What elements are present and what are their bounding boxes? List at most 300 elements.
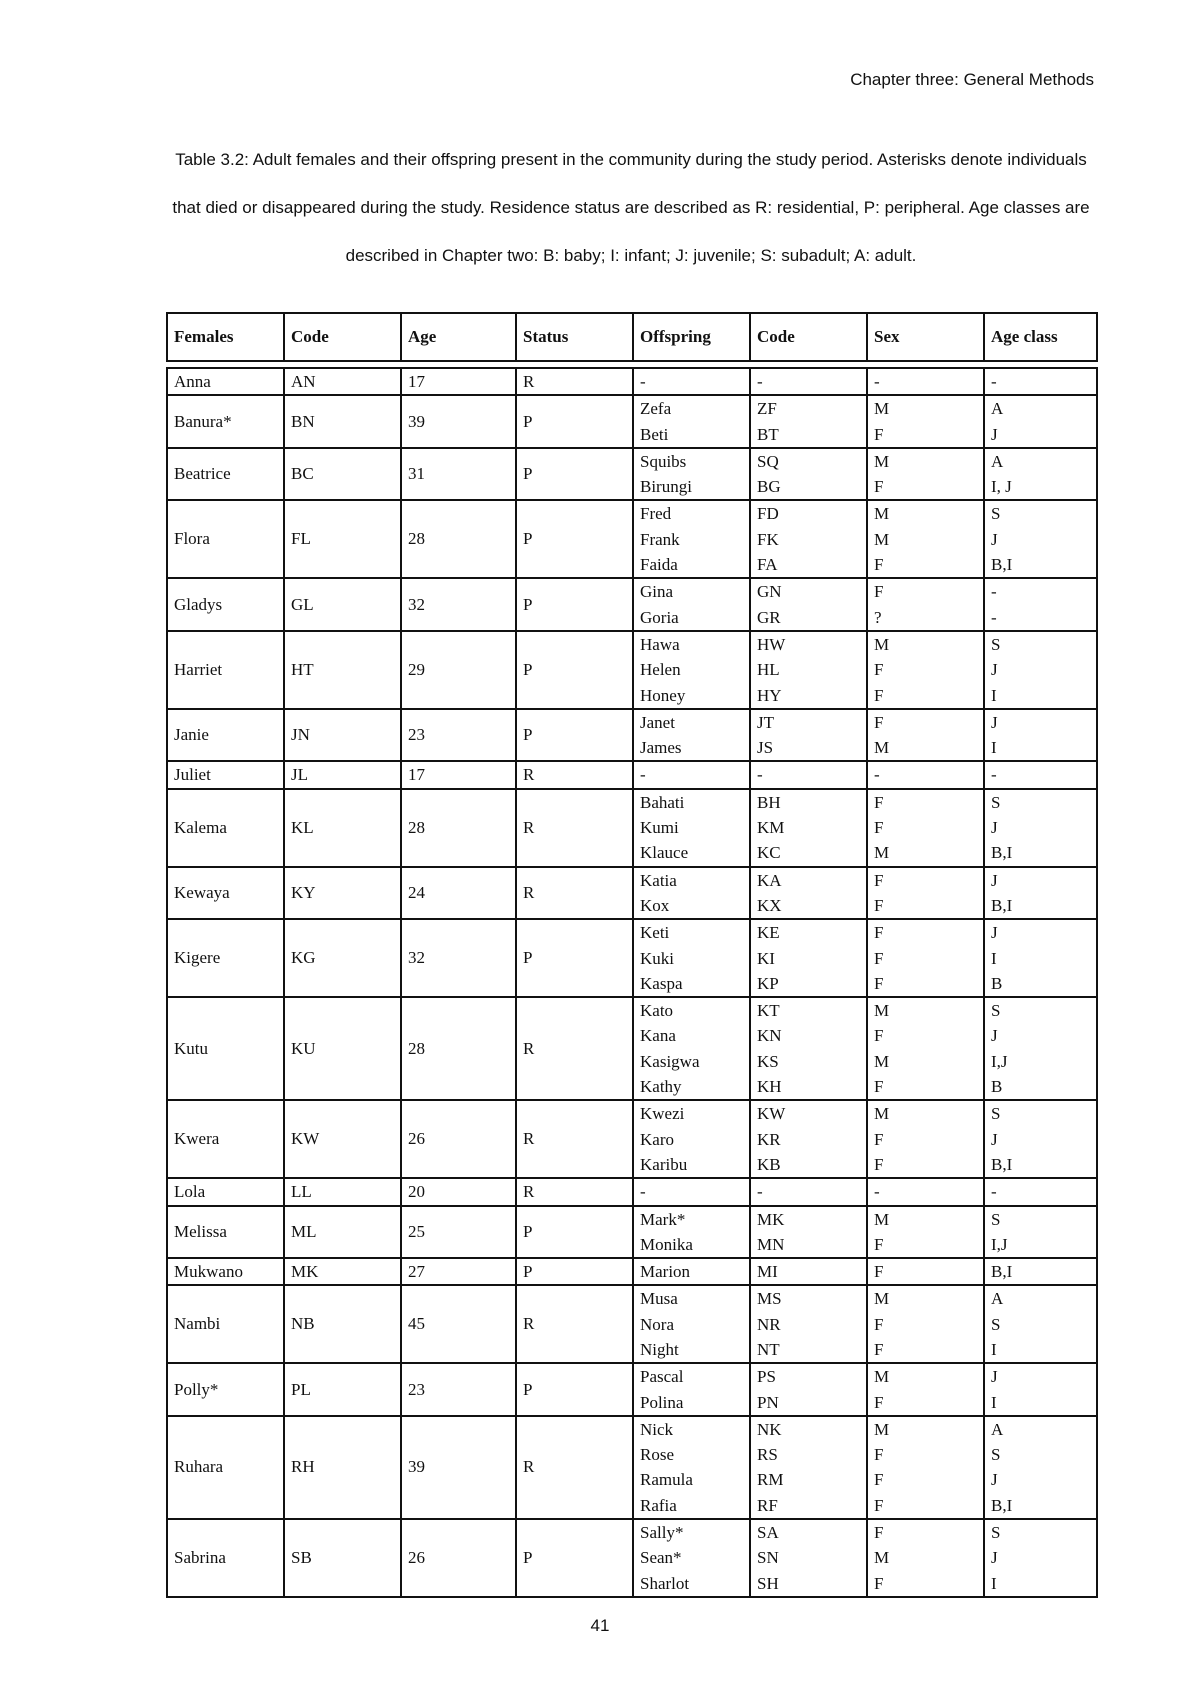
offspring-name-cell	[633, 1178, 750, 1205]
offspring-value: Fred	[640, 504, 672, 524]
female-status-cell: R	[516, 1416, 633, 1519]
offspring-value: KE	[757, 923, 780, 943]
offspring-value: Kana	[640, 1026, 676, 1046]
offspring-value: B,I	[991, 1154, 1013, 1174]
offspring-age-class-cell	[984, 1285, 1097, 1363]
female-code-cell: HT	[284, 631, 401, 709]
female-age-cell: 28	[401, 789, 516, 867]
offspring-value: S	[991, 1445, 1001, 1465]
offspring-sex-cell	[867, 761, 984, 788]
table-row	[167, 578, 1097, 631]
offspring-value: HY	[757, 685, 782, 705]
offspring-name-cell	[633, 709, 750, 762]
offspring-name-cell	[633, 761, 750, 788]
offspring-age-class-cell	[984, 919, 1097, 997]
offspring-value: -	[640, 372, 646, 391]
female-age-cell: 39	[401, 1416, 516, 1519]
offspring-value: Ramula	[640, 1470, 693, 1490]
offspring-name-cell	[633, 395, 750, 448]
offspring-value: -	[640, 1182, 646, 1202]
page-number: 41	[590, 1616, 610, 1635]
female-code-cell: RH	[284, 1416, 401, 1519]
offspring-value: ZF	[757, 399, 777, 419]
offspring-value: KR	[757, 1129, 781, 1149]
offspring-sex-cell	[867, 789, 984, 867]
offspring-code-cell	[750, 1285, 867, 1363]
offspring-value: F	[874, 1339, 884, 1359]
offspring-value: F	[874, 1077, 884, 1097]
female-code-cell: NB	[284, 1285, 401, 1363]
offspring-value: Rafia	[640, 1495, 677, 1515]
female-name-cell: Gladys	[167, 578, 284, 631]
offspring-value: Kwezi	[640, 1104, 685, 1124]
offspring-value: Squibs	[640, 451, 687, 471]
female-name-cell: Beatrice	[167, 448, 284, 501]
offspring-value: B,I	[991, 895, 1013, 915]
offspring-value: J	[991, 818, 998, 838]
offspring-value: S	[991, 1523, 1001, 1543]
offspring-value: M	[874, 843, 890, 863]
offspring-value: F	[874, 1392, 884, 1412]
offspring-sex-cell	[867, 919, 984, 997]
female-code-cell: PL	[284, 1363, 401, 1416]
offspring-value: SA	[757, 1523, 779, 1543]
offspring-value: I	[991, 1392, 997, 1412]
offspring-value: -	[757, 765, 763, 785]
offspring-value: Bahati	[640, 792, 685, 812]
column-header: Offspring	[633, 313, 750, 361]
female-age-cell: 39	[401, 395, 516, 448]
offspring-value: M	[874, 504, 890, 524]
offspring-sex-cell	[867, 1285, 984, 1363]
offspring-value: Kox	[640, 895, 670, 915]
offspring-value: F	[874, 1314, 884, 1334]
table-row	[167, 1258, 1097, 1285]
female-name-cell: Juliet	[167, 761, 284, 788]
female-name-cell: Janie	[167, 709, 284, 762]
female-status-cell: R	[516, 867, 633, 920]
offspring-value: Kato	[640, 1001, 674, 1021]
offspring-value: I	[991, 1573, 997, 1593]
offspring-age-class-cell	[984, 1206, 1097, 1259]
offspring-value: KX	[757, 895, 782, 915]
offspring-value: KA	[757, 870, 782, 890]
offspring-value: F	[874, 660, 884, 680]
offspring-value: M	[874, 738, 890, 758]
offspring-value: I	[991, 685, 997, 705]
female-status-cell: P	[516, 919, 633, 997]
offspring-value: F	[874, 477, 884, 497]
offspring-value: Sally*	[640, 1523, 684, 1543]
female-code-cell: KY	[284, 867, 401, 920]
table-row	[167, 368, 1097, 395]
offspring-value: JS	[757, 738, 774, 758]
offspring-value: Kasigwa	[640, 1051, 700, 1071]
offspring-value: Night	[640, 1339, 679, 1359]
offspring-code-cell	[750, 500, 867, 578]
offspring-sex-cell	[867, 500, 984, 578]
table-header-row	[167, 313, 1097, 361]
offspring-code-cell	[750, 1519, 867, 1597]
header-spacer	[167, 361, 1097, 368]
offspring-value: F	[874, 973, 884, 993]
offspring-value: J	[991, 1548, 998, 1568]
offspring-value: F	[874, 870, 884, 890]
offspring-value: NT	[757, 1339, 780, 1359]
offspring-value: M	[874, 1548, 890, 1568]
offspring-code-cell	[750, 867, 867, 920]
offspring-value: HL	[757, 660, 780, 680]
offspring-value: MS	[757, 1289, 782, 1309]
offspring-value: M	[874, 1367, 890, 1387]
female-age-cell: 23	[401, 1363, 516, 1416]
column-header: Sex	[867, 313, 984, 361]
offspring-value: Kumi	[640, 818, 679, 838]
female-code-cell: SB	[284, 1519, 401, 1597]
female-name-cell: Kwera	[167, 1100, 284, 1178]
offspring-value: Beti	[640, 424, 669, 444]
offspring-value: I	[991, 1339, 997, 1359]
offspring-value: BT	[757, 424, 779, 444]
offspring-code-cell	[750, 631, 867, 709]
offspring-value: M	[874, 529, 890, 549]
offspring-sex-cell	[867, 1178, 984, 1205]
female-status-cell: P	[516, 448, 633, 501]
offspring-sex-cell	[867, 1519, 984, 1597]
female-status-cell: P	[516, 1519, 633, 1597]
female-code-cell: KW	[284, 1100, 401, 1178]
offspring-value: -	[991, 582, 997, 602]
female-status-cell: P	[516, 578, 633, 631]
table-row	[167, 789, 1097, 867]
offspring-value: F	[874, 948, 884, 968]
offspring-value: KT	[757, 1001, 780, 1021]
table-row	[167, 761, 1097, 788]
offspring-value: MN	[757, 1234, 785, 1254]
offspring-value: Nora	[640, 1314, 674, 1334]
female-name-cell: Lola	[167, 1178, 284, 1205]
offspring-code-cell	[750, 578, 867, 631]
running-header: Chapter three: General Methods	[850, 70, 1094, 89]
female-age-cell: 31	[401, 448, 516, 501]
offspring-value: M	[874, 1419, 890, 1439]
female-code-cell: ML	[284, 1206, 401, 1259]
offspring-value: RS	[757, 1445, 778, 1465]
offspring-value: Karo	[640, 1129, 674, 1149]
offspring-age-class-cell	[984, 997, 1097, 1100]
female-name-cell: Flora	[167, 500, 284, 578]
female-code-cell: GL	[284, 578, 401, 631]
offspring-name-cell	[633, 1416, 750, 1519]
offspring-sex-cell	[867, 448, 984, 501]
offspring-name-cell	[633, 578, 750, 631]
female-name-cell: Kalema	[167, 789, 284, 867]
offspring-code-cell	[750, 1258, 867, 1285]
offspring-value: KP	[757, 973, 779, 993]
female-status-cell: R	[516, 368, 633, 395]
offspring-value: F	[874, 582, 884, 602]
female-code-cell: AN	[284, 368, 401, 395]
offspring-value: Sharlot	[640, 1573, 690, 1593]
offspring-value: J	[991, 870, 998, 890]
offspring-age-class-cell	[984, 1100, 1097, 1178]
offspring-value: -	[991, 765, 997, 785]
offspring-value: PS	[757, 1367, 776, 1387]
offspring-age-class-cell	[984, 1178, 1097, 1205]
offspring-value: F	[874, 1495, 884, 1515]
offspring-age-class-cell	[984, 500, 1097, 578]
offspring-value: M	[874, 451, 890, 471]
offspring-sex-cell	[867, 368, 984, 395]
offspring-code-cell	[750, 448, 867, 501]
offspring-value: F	[874, 1129, 884, 1149]
offspring-code-cell	[750, 789, 867, 867]
offspring-value: PN	[757, 1392, 779, 1412]
female-age-cell: 45	[401, 1285, 516, 1363]
female-code-cell: KL	[284, 789, 401, 867]
female-name-cell: Mukwano	[167, 1258, 284, 1285]
offspring-value: S	[991, 792, 1001, 812]
offspring-name-cell	[633, 997, 750, 1100]
offspring-name-cell	[633, 1100, 750, 1178]
female-name-cell: Harriet	[167, 631, 284, 709]
female-status-cell: R	[516, 789, 633, 867]
table-body	[167, 368, 1097, 1597]
offspring-value: F	[874, 792, 884, 812]
female-status-cell: P	[516, 631, 633, 709]
offspring-value: A	[991, 399, 1004, 419]
offspring-name-cell	[633, 1285, 750, 1363]
offspring-name-cell	[633, 867, 750, 920]
offspring-name-cell	[633, 919, 750, 997]
offspring-value: FK	[757, 529, 779, 549]
table-row	[167, 867, 1097, 920]
offspring-value: FA	[757, 555, 778, 575]
female-age-cell: 24	[401, 867, 516, 920]
table-row	[167, 1363, 1097, 1416]
column-header: Age	[401, 313, 516, 361]
offspring-sex-cell	[867, 867, 984, 920]
offspring-code-cell	[750, 368, 867, 395]
offspring-age-class-cell	[984, 395, 1097, 448]
table-row	[167, 448, 1097, 501]
females-offspring-table	[166, 312, 1098, 1598]
female-age-cell: 25	[401, 1206, 516, 1259]
offspring-value: J	[991, 1026, 998, 1046]
offspring-value: S	[991, 1104, 1001, 1124]
female-status-cell: P	[516, 1206, 633, 1259]
female-code-cell: JL	[284, 761, 401, 788]
offspring-value: JT	[757, 712, 774, 732]
offspring-value: A	[991, 1419, 1004, 1439]
offspring-value: Zefa	[640, 399, 672, 419]
female-name-cell: Polly*	[167, 1363, 284, 1416]
offspring-value: J	[991, 1129, 998, 1149]
offspring-value: S	[991, 1314, 1001, 1334]
female-code-cell: BN	[284, 395, 401, 448]
column-header: Females	[167, 313, 284, 361]
female-status-cell: R	[516, 1100, 633, 1178]
offspring-age-class-cell	[984, 631, 1097, 709]
offspring-name-cell	[633, 448, 750, 501]
offspring-value: I	[991, 738, 997, 758]
offspring-value: F	[874, 712, 884, 732]
offspring-value: M	[874, 1051, 890, 1071]
offspring-value: KH	[757, 1077, 782, 1097]
female-name-cell: Nambi	[167, 1285, 284, 1363]
offspring-value: F	[874, 818, 884, 838]
offspring-value: M	[874, 634, 890, 654]
female-age-cell: 29	[401, 631, 516, 709]
offspring-age-class-cell	[984, 368, 1097, 395]
offspring-code-cell	[750, 395, 867, 448]
offspring-value: James	[640, 738, 682, 758]
offspring-value: J	[991, 1470, 998, 1490]
female-name-cell: Kutu	[167, 997, 284, 1100]
female-status-cell: P	[516, 500, 633, 578]
table-row	[167, 1100, 1097, 1178]
offspring-name-cell	[633, 1519, 750, 1597]
offspring-value: F	[874, 1445, 884, 1465]
offspring-age-class-cell	[984, 578, 1097, 631]
offspring-value: Karibu	[640, 1154, 688, 1174]
offspring-value: -	[874, 372, 880, 391]
offspring-name-cell	[633, 1206, 750, 1259]
offspring-age-class-cell	[984, 448, 1097, 501]
offspring-value: MK	[757, 1209, 785, 1229]
offspring-value: KC	[757, 843, 781, 863]
offspring-value: A	[991, 1289, 1004, 1309]
offspring-name-cell	[633, 631, 750, 709]
female-status-cell: P	[516, 709, 633, 762]
offspring-value: GN	[757, 582, 782, 602]
offspring-value: M	[874, 1001, 890, 1021]
female-age-cell: 26	[401, 1519, 516, 1597]
offspring-age-class-cell	[984, 1258, 1097, 1285]
offspring-code-cell	[750, 1206, 867, 1259]
female-status-cell: R	[516, 761, 633, 788]
offspring-value: M	[874, 1104, 890, 1124]
female-code-cell: KG	[284, 919, 401, 997]
offspring-value: Hawa	[640, 634, 680, 654]
female-status-cell: P	[516, 1258, 633, 1285]
table-row	[167, 1519, 1097, 1597]
offspring-value: Faida	[640, 555, 678, 575]
offspring-value: SN	[757, 1548, 779, 1568]
offspring-value: HW	[757, 634, 786, 654]
table-row	[167, 1178, 1097, 1205]
column-header: Age class	[984, 313, 1097, 361]
offspring-value: B	[991, 973, 1003, 993]
offspring-value: -	[757, 372, 763, 391]
offspring-value: F	[874, 895, 884, 915]
offspring-value: Birungi	[640, 477, 692, 497]
female-age-cell: 28	[401, 997, 516, 1100]
offspring-value: Goria	[640, 607, 679, 627]
column-header: Code	[284, 313, 401, 361]
offspring-value: J	[991, 712, 998, 732]
offspring-value: Gina	[640, 582, 674, 602]
offspring-age-class-cell	[984, 789, 1097, 867]
offspring-value: BH	[757, 792, 781, 812]
offspring-value: MI	[757, 1262, 778, 1282]
offspring-value: F	[874, 1470, 884, 1490]
table-row	[167, 997, 1097, 1100]
female-age-cell: 17	[401, 761, 516, 788]
female-age-cell: 17	[401, 368, 516, 395]
offspring-value: Nick	[640, 1419, 674, 1439]
offspring-value: F	[874, 555, 884, 575]
female-status-cell: R	[516, 997, 633, 1100]
offspring-sex-cell	[867, 1363, 984, 1416]
offspring-sex-cell	[867, 395, 984, 448]
female-code-cell: MK	[284, 1258, 401, 1285]
offspring-name-cell	[633, 1258, 750, 1285]
offspring-value: M	[874, 1289, 890, 1309]
female-name-cell: Sabrina	[167, 1519, 284, 1597]
offspring-value: Mark*	[640, 1209, 686, 1229]
table-row	[167, 919, 1097, 997]
offspring-value: Rose	[640, 1445, 674, 1465]
offspring-value: Klauce	[640, 843, 689, 863]
offspring-code-cell	[750, 1363, 867, 1416]
offspring-sex-cell	[867, 1258, 984, 1285]
offspring-value: BG	[757, 477, 781, 497]
offspring-value: Kaspa	[640, 973, 683, 993]
offspring-value: B,I	[991, 843, 1013, 863]
offspring-value: KB	[757, 1154, 781, 1174]
offspring-name-cell	[633, 500, 750, 578]
offspring-value: F	[874, 1573, 884, 1593]
offspring-value: B,I	[991, 555, 1013, 575]
offspring-age-class-cell	[984, 761, 1097, 788]
offspring-code-cell	[750, 997, 867, 1100]
offspring-value: SQ	[757, 451, 779, 471]
offspring-value: J	[991, 1367, 998, 1387]
female-code-cell: LL	[284, 1178, 401, 1205]
offspring-value: F	[874, 1026, 884, 1046]
offspring-value: NK	[757, 1419, 782, 1439]
column-header: Status	[516, 313, 633, 361]
offspring-value: B	[991, 1077, 1003, 1097]
offspring-value: KS	[757, 1051, 779, 1071]
offspring-value: I,J	[991, 1234, 1008, 1254]
offspring-value: -	[874, 765, 880, 785]
offspring-value: Janet	[640, 712, 675, 732]
offspring-value: Monika	[640, 1234, 693, 1254]
offspring-code-cell	[750, 761, 867, 788]
table-row	[167, 395, 1097, 448]
offspring-value: Pascal	[640, 1367, 684, 1387]
offspring-value: Musa	[640, 1289, 678, 1309]
offspring-value: S	[991, 504, 1001, 524]
offspring-value: F	[874, 1154, 884, 1174]
female-status-cell: R	[516, 1178, 633, 1205]
offspring-value: RF	[757, 1495, 778, 1515]
offspring-value: Katia	[640, 870, 677, 890]
offspring-value: Kathy	[640, 1077, 682, 1097]
offspring-value: Marion	[640, 1262, 691, 1282]
offspring-value: A	[991, 451, 1004, 471]
offspring-age-class-cell	[984, 1416, 1097, 1519]
offspring-name-cell	[633, 368, 750, 395]
female-age-cell: 26	[401, 1100, 516, 1178]
female-age-cell: 27	[401, 1258, 516, 1285]
female-name-cell: Ruhara	[167, 1416, 284, 1519]
offspring-value: S	[991, 1209, 1001, 1229]
offspring-value: KM	[757, 818, 785, 838]
offspring-value: KW	[757, 1104, 786, 1124]
